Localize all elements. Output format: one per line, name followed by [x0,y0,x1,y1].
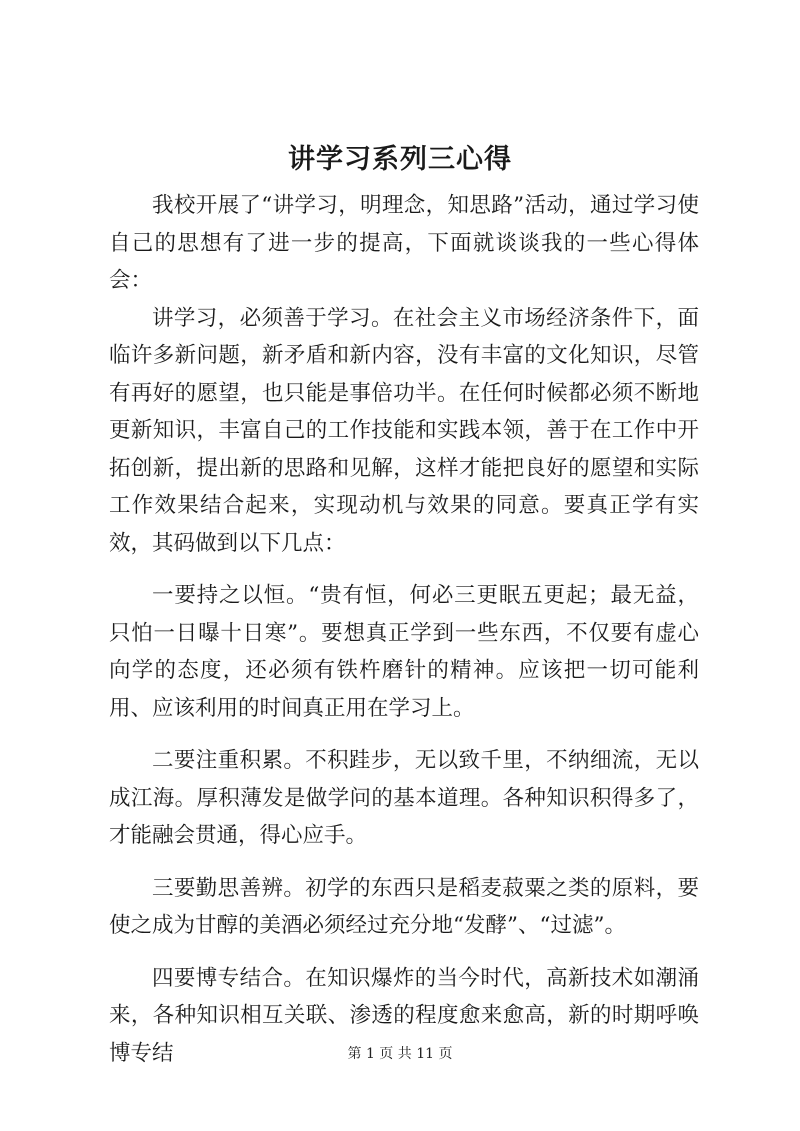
paragraph-point-3: 三要勤思善辨。初学的东西只是稻麦菽粟之类的原料，要使之成为甘醇的美酒必须经过充分地“发酵”、“过滤”。 [109,875,699,938]
document-body [109,187,699,1072]
paragraph-point-1: 一要持之以恒。“贵有恒，何必三更眠五更起；最无益，只怕一日曝十日寒”。要想真正学到一些东西，不仅要有虚心向学的态度，还必须有铁杵磨针的精神。应该把一切可能利用、应该利用的时间真正用在学习上。 [109,583,699,721]
paragraph-point-2: 二要注重积累。不积跬步，无以致千里，不纳细流，无以成江海。厚积薄发是做学问的基本道理。各种知识积得多了，才能融会贯通，得心应手。 [109,748,699,848]
paragraph-point-4: 四要博专结合。在知识爆炸的当今时代，高新技术如潮涌来，各种知识相互关联、渗透的程度愈来愈高，新的时期呼唤博专结 [109,965,699,1066]
document-title: 讲学习系列三心得 [288,144,512,175]
page-footer: 第 1 页 共 11 页 [347,1046,453,1062]
paragraph-learning: 讲学习，必须善于学习。在社会主义市场经济条件下，面临许多新问题，新矛盾和新内容，没有丰富的文化知识，尽管有再好的愿望，也只能是事倍功半。在任何时候都必须不断地更新知识，丰富自己的工作技能和实践本领，善于在工作中开拓创新，提出新的思路和见解，这样才能把良好的愿望和实际工作效果结合起来，实现动机与效果的同意。要真正学有实效，其码做到以下几点： [109,305,699,556]
paragraph-intro: 我校开展了“讲学习，明理念，知思路”活动，通过学习使自己的思想有了进一步的提高，下面就谈谈我的一些心得体会： [109,193,699,293]
